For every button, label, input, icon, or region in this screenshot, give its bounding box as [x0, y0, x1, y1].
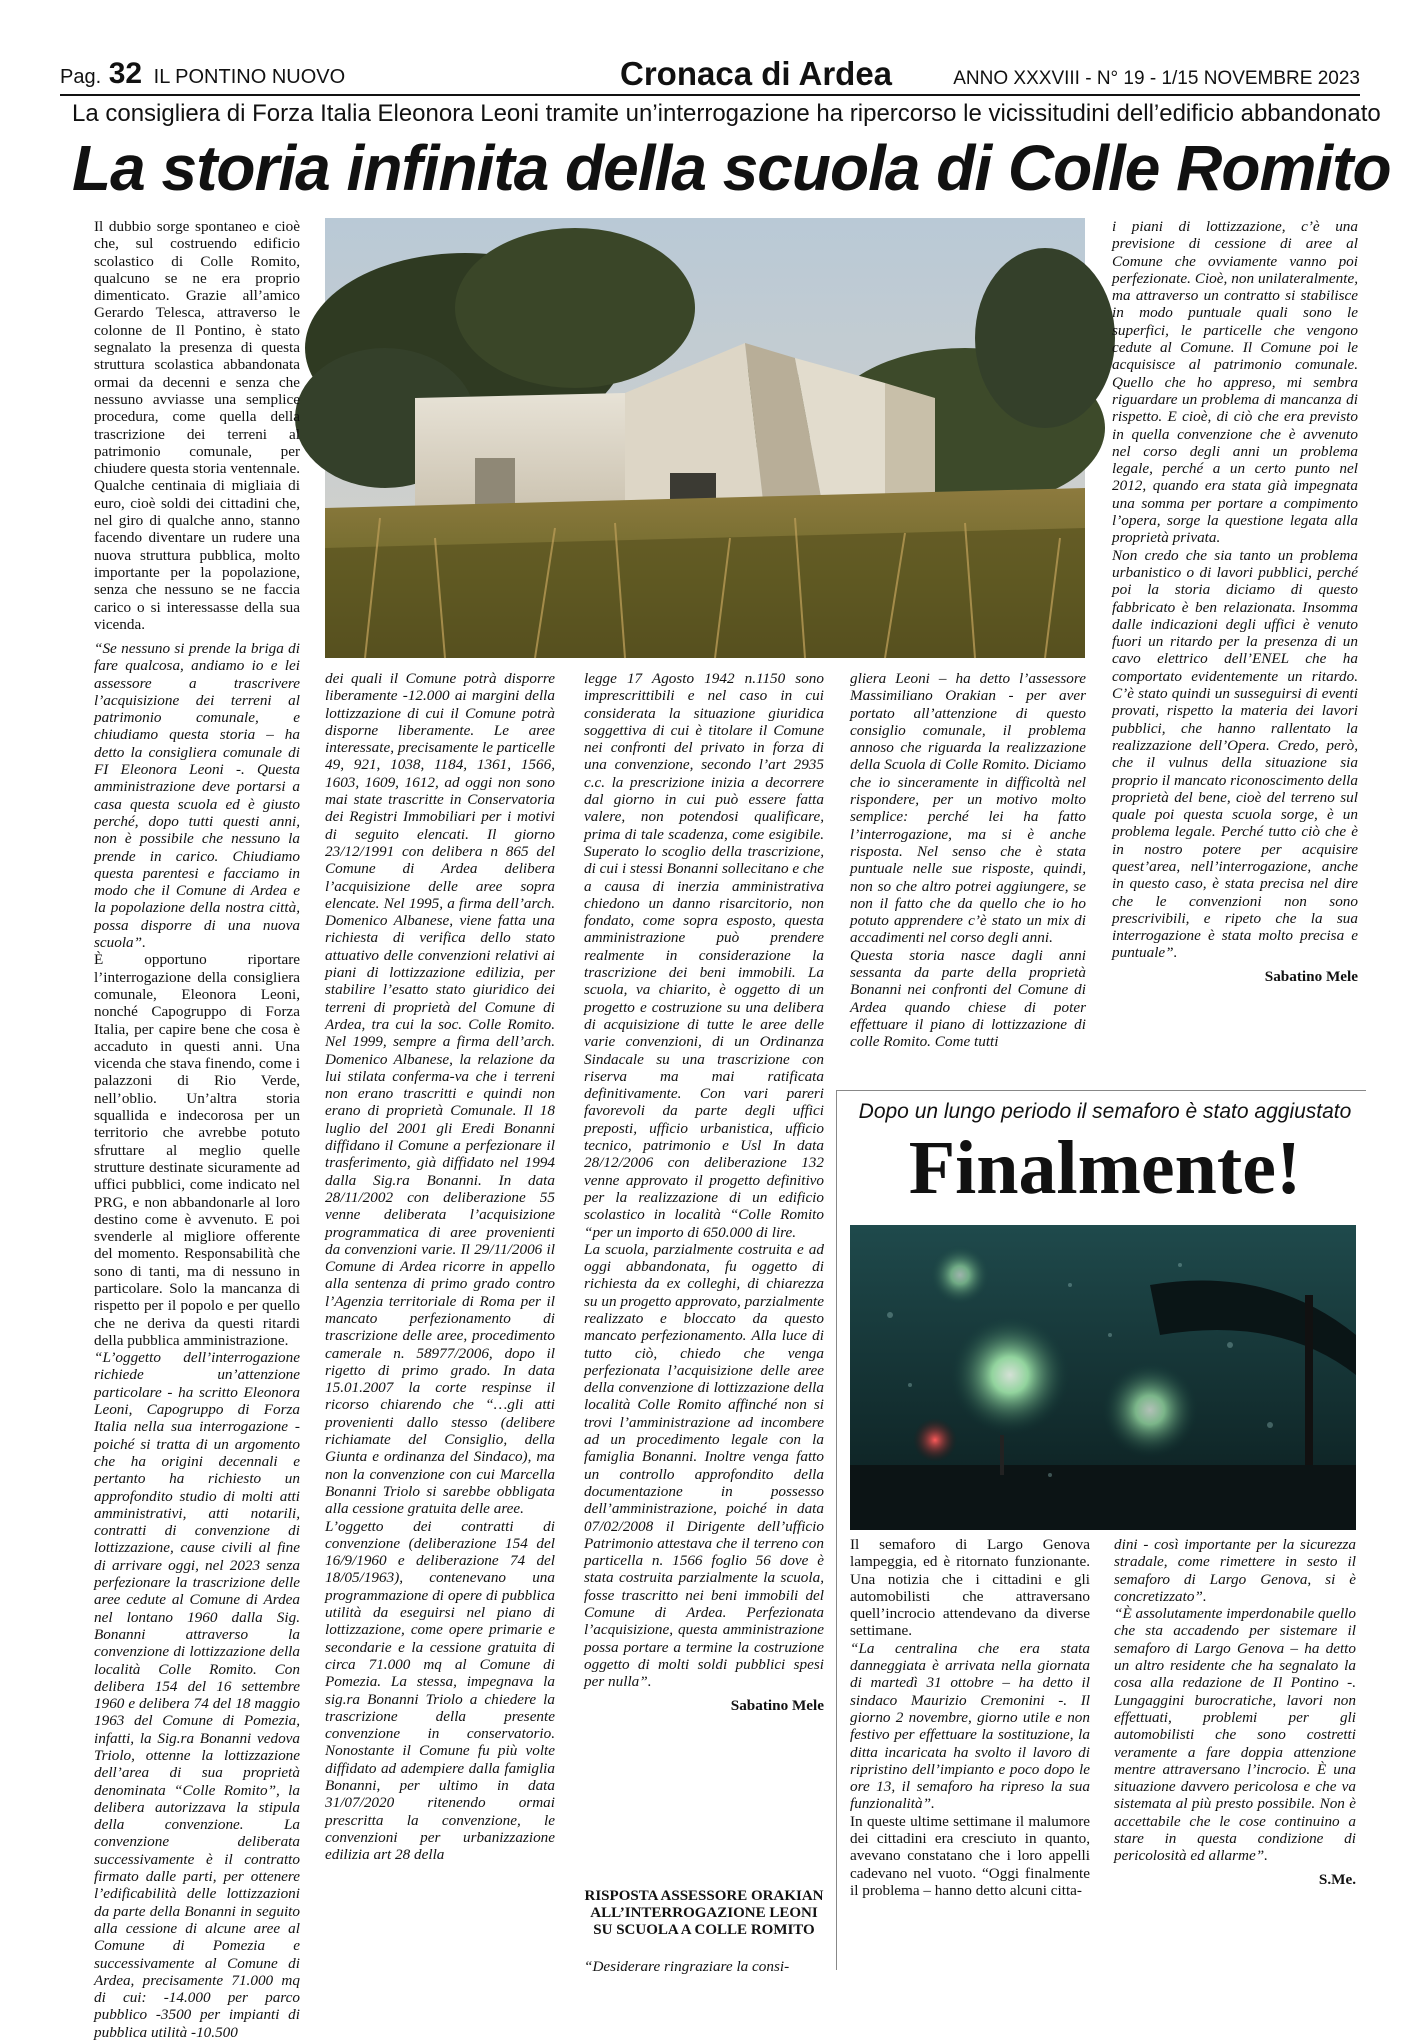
column-divider	[836, 1090, 837, 1970]
byline: Sabatino Mele	[1264, 967, 1358, 985]
paragraph: Il dubbio sorge spontaneo e cioè che, sul costruendo edificio scolastico di Colle Romito, qualcuno se ne era proprio dimenticato. Grazie all’amico Gerardo Telesca, attraverso le colonne de Il Pontino, è stato segnalato la presenza di questa struttura scolastica abbandonata ormai da decenni e senza che nessuno avviasse una semplice procedura, come quella della trascrizione dei terreni al patrimonio comunale, per chiudere questa storia ventennale. Qualche centinaia di migliaia di euro, cioè soldi dei cittadini che, nel giro di qualche anno, stanno facendo diventare un rudere una nuova struttura pubblica, molto importante per la popolazione, senza che nessuno se ne faccia carico o si interessasse della sua vicenda.	[94, 218, 300, 633]
paragraph: È opportuno riportare l’interrogazione della consigliera comunale, Eleonora Leoni, nonché Capogruppo di Forza Italia, per capire bene che cosa è accaduto in questi anni. Una vicenda che stava finendo, come i palazzoni di Rio Verde, nell’oblio. Un’altra storia squallida e indecorosa per un territorio che avrebbe potuto sfruttare al meglio quelle strutture destinate sicuramente ad uffici pubblici, come indicato nel PRG, e non abbandonarle al loro destino come è avvenuto. E poi svenderle al migliore offerente del momento. Responsabilità che sono di tanti, ma di nessuno in particolare. Solo la mancanza di rispetto per il popolo e per quello che ne deriva da questi ritardi della pubblica amministrazione.	[94, 951, 300, 1349]
article-column-5	[1112, 218, 1358, 1086]
paragraph: dini - così importante per la sicurezza stradale, come rimettere in sesto il semaforo di Largo Genova, si è concretizzato”.	[1114, 1536, 1356, 1605]
paragraph: L’oggetto dei contratti di convenzione (deliberazione 154 del 16/9/1960 e deliberazione 74 del 18/05/1963), contenevano una programmazione di opere di pubblica utilità da eseguirsi nel piano di lottizzazione, come opere primarie e secondarie e la cessione gratuita di circa 71.000 mq al Comune di Pomezia. La stessa, impegnava la sig.ra Bonanni Triolo a chiedere la trascrizione della presente convenzione in conservatorio. Nonostante il Comune fu più volte diffidato ad adempiere dalla famiglia Bonanni, per ultimo in data 31/07/2020 ritenendo ormai prescritta la convenzione, le convenzioni per urbanizzazione edilizia art 28 della	[325, 1517, 555, 1864]
article-column-2	[325, 670, 555, 1970]
article-column-1-top	[94, 218, 300, 638]
header-left	[60, 57, 345, 91]
byline: S.Me.	[1318, 1870, 1356, 1888]
semaforo-column-1	[850, 1536, 1090, 1976]
paragraph: “Desiderare ringraziare la consi-	[584, 1958, 790, 1975]
paragraph: dei quali il Comune potrà disporre liberamente -12.000 ai margini della lottizzazione di cui il Comune potrà disporne liberamente. Le aree interessate, precisamente le particelle 49, 921, 1038, 1184, 1361, 1566, 1603, 1609, 1612, ad oggi non sono mai state trascritte in Conservatoria dei Registri Immobiliari per i motivi di seguito elencati. Il giorno 23/12/1991 con delibera n 865 del Comune di Ardea delibera l’acquisizione delle aree sopra elencate. Nel 1995, a firma dell’arch. Domenico Albanese, viene fatta una richiesta di verifica dello stato attuativo delle convenzioni relativi ai piani di lottizzazione edilizia, per stabilire l’esatto stato giuridico dei terreni di proprietà del Comune di Ardea, tra cui la soc. Colle Romito. Nel 1999, sempre a firma dell’arch. Domenico Albanese, la relazione da lui stilata conferma-va che i terreni non erano trascritti e quindi non erano di proprietà Comunale. Il 18 luglio del 2001 gli Eredi Bonanni diffidano il Comune a perfezionare il trasferimento, già diffidato nel 1994 dalla Sig.ra Bonanni. In data 28/11/2002 con deliberazione 55 venne deliberata l’acquisizione programmatica di aree provenienti da convenzioni varie. Il 29/11/2006 il Comune di Ardea ricorre in appello alla sentenza di primo grado contro l’Agenzia territoriale di Roma per il mancato perfezionamento di trascrizione delle aree, procedimento camerale n. 58977/2006, dopo il rigetto di primo grado. In data 15.01.2007 la corte respinse il ricorso chiarendo che “…gli atti provenienti dallo stesso (delibere richiamate del Consiglio, della Giunta e ordinanza del Sindaco), ma non la convenzione con cui Marcella Bonanni Triolo si sarebbe obbligata alla cessione gratuita delle aree.	[325, 670, 555, 1518]
semaforo-title: Finalmente!	[908, 1126, 1302, 1210]
article-column-1	[94, 640, 300, 2041]
issue-info: ANNO XXXVIII - N° 19 - 1/15 NOVEMBRE 2023	[953, 68, 1360, 89]
article-column-4	[850, 670, 1086, 1085]
page-number: 32	[108, 57, 143, 90]
traffic-light-photo	[850, 1225, 1356, 1530]
byline: Sabatino Mele	[730, 1696, 824, 1714]
paragraph: “Se nessuno si prende la briga di fare qualcosa, andiamo io e lei assessore a trascrivere l’acquisizione dei terreni al patrimonio comunale, e chiudiamo questa storia – ha detto la consigliera comunale di FI Eleonora Leoni -. Questa amministrazione deve portarsi a casa questa scuola ed è giusto perché, dopo tutti questi anni, non è possibile che nessuno la prende in carico. Chiudiamo questa parentesi e facciamo in modo che il Comune di Ardea e la popolazione della nostra città, possa disporre di una nuova scuola”.	[94, 640, 300, 952]
response-subheading: RISPOSTA ASSESSORE ORAKIAN ALL’INTERROGAZIONE LEONI SU SCUOLA A COLLE ROMITO	[584, 1888, 824, 1938]
paragraph: In queste ultime settimane il malumore dei cittadini era cresciuto in quanto, avevano constatano che i loro appelli cadevano nel vuoto. “Oggi finalmente il problema – hanno detto alcuni citta-	[850, 1812, 1090, 1899]
section-title: Cronaca di Ardea	[620, 55, 893, 92]
paragraph: gliera Leoni – ha detto l’assessore Massimiliano Orakian - per aver portato all’attenzione di questo consiglio comunale, il problema annoso che riguarda la realizzazione della Scuola di Colle Romito. Diciamo che io sinceramente in difficoltà nel rispondere, per un motivo molto semplice: perché lei ha fatto l’interrogazione, ma si è anche risposta. Nel senso che è stata puntuale nelle sue risposte, quindi, non so che altro potrei aggiungere, se non il fatto che da quello che io ho potuto apprendere c’è stato un mix di accadimenti nel corso degli anni.	[850, 670, 1086, 947]
paragraph: “È assolutamente imperdonabile quello che sta accadendo per sistemare il semaforo di Largo Genova – ha detto un altro residente che ha segnalato la cosa alla redazione de Il Pontino -. Lungaggini burocratiche, lavori non effettuati, problemi per gli automobilisti che sono costretti veramente a fare doppia attenzione mentre attraversano l’incrocio. È una situazione davvero pericolosa e che va sistemata al più presto possibile. Non è accettabile che le cose continuino a stare in questa condizione di pericolosità ed allarme”.	[1114, 1605, 1356, 1865]
response-lead	[584, 1958, 824, 1978]
article-column-3	[584, 670, 824, 1880]
semaforo-column-2	[1114, 1536, 1356, 1976]
paragraph: La scuola, parzialmente costruita e ad oggi abbandonata, fu oggetto di richiesta da ex colleghi, di chiarezza su un progetto approvato, parzialmente realizzato e bloccato da questo mancato perfezionamento. Alla luce di tutto ciò, chiedo che venga perfezionata l’acquisizione delle aree della convenzione di lottizzazione della località Colle Romito affinché non si trovi l’amministrazione ad incombere ad un procedimento legale con la famiglia Bonanni. Inoltre venga fatto un controllo approfondito della documentazione in possesso dell’amministrazione, poiché in data 07/02/2008 il Dirigente dell’ufficio Patrimonio attestava che il terreno con particella n. 1566 foglio 56 dove è stata costruita parzialmente la scuola, fosse trascritto nei beni immobili del Comune di Ardea. Perfezionata l’acquisizione, questa amministrazione possa portare a termine la costruzione oggetto di molti soldi pubblici spesi per nulla”.	[584, 1240, 824, 1691]
school-photo	[325, 218, 1085, 658]
paragraph: Non credo che sia tanto un problema urbanistico o di lavori pubblici, perché poi la storia diciamo di questo fabbricato è ben relazionata. Insomma dalle indicazioni degli uffici è venuto fuori un ritardo per la presenza di un cavo elettrico dell’ENEL che ha comportato evidentemente un ritardo. C’è stato quindi un susseguirsi di eventi provati, rispetto la materia dei lavori pubblici, che hanno rallentato la realizzazione dell’Opera. Credo, però, che il vulnus della situazione sia proprio il mancato riconoscimento della proprietà del bene, cioè del terreno sul quale poi questa scuola sorge, è un problema legale. Perché tutto ciò che è in nostro potere per acquisire quest’area, nell’interrogazione, anche in questo caso, è stata precisa nel dire che le convenzioni non sono prescrivibili, e ripeto che la sua interrogazione è stata molto precisa e puntuale”.	[1112, 546, 1358, 962]
page-label: Pag.	[60, 66, 102, 88]
page-header	[60, 55, 1360, 96]
paragraph: Questa storia nasce dagli anni sessanta da parte della proprietà Bonanni nei confronti del Comune di Ardea quando chiese di poter effettuare il piano di lottizzazione di colle Romito. Come tutti	[850, 946, 1086, 1051]
article-kicker: La consigliera di Forza Italia Eleonora Leoni tramite un’interrogazione ha ripercorso le vicissitudini dell’edificio abbandonato	[72, 100, 1381, 127]
paragraph: “L’oggetto dell’interrogazione richiede un’attenzione particolare - ha scritto Eleonora Leoni, Capogruppo di Forza Italia nella sua interrogazione - poiché si tratta di un argomento che ha origini decennali e pertanto ha richiesto un approfondito studio di molti atti amministrativi, atti notarili, contratti di convenzione di lottizzazione, cause civili al fine di arrivare oggi, nel 2023 senza perfezionare la trascrizione delle aree cedute al Comune di Ardea nel lontano 1960 dalla Sig. Bonanni attraverso la convenzione di lottizzazione della località Colle Romito. Con delibera 154 del 16 settembre 1960 e delibera 74 del 18 maggio 1963 del Comune di Pomezia, infatti, la Sig.ra Bonanni vedova Triolo, ottenne la lottizzazione dell’area di sua proprietà denominata “Colle Romito”, la delibera autorizzava la stipula della convenzione. La convenzione deliberata successivamente è il contratto firmato dalle parti, per ottenere l’edificabilità delle lottizzazioni da parte della Bonanni in seguito alla cessione di alcune aree al Comune di Pomezia e successivamente al Comune di Ardea, precisamente 71.000 mq di cui: -14.000 per parco pubblico -3500 per impianti di pubblica utilità -10.500	[94, 1349, 300, 2041]
article-headline: La storia infinita della scuola di Colle Romito	[72, 132, 1391, 204]
paragraph: legge 17 Agosto 1942 n.1150 sono imprescrittibili e nel caso in cui considerata la situazione giuridica soggettiva di cui è titolare il Comune nei confronti del privato in forza di una convenzione, secondo l’art 2935 c.c. la prescrizione inizia a decorrere dal giorno in cui può essere fatta valere, non potendosi qualificare, prima di tale scadenza, come esigibile. Superato lo scoglio della trascrizione, di cui i stessi Bonanni sollecitano e che a causa di inerzia amministrativa chiedono un danno risarcitorio, non fondato, come sopra esposto, questa amministrazione può prendere realmente in considerazione la trascrizione dei beni immobili. La scuola, va chiarito, è oggetto di un progetto e costruzione su una delibera di acquisizione di tutte le aree delle varie convenzioni, di un Ordinanza Sindacale su una trascrizione con riserva ma mai ratificata definitivamente. Con vari pareri favorevoli da parte degli uffici preposti, ufficio urbanistica, ufficio tecnico, patrimonio e Usl In data 28/12/2006 con deliberazione 132 venne approvato il progetto definitivo per la realizzazione di un edificio scolastico in località “Colle Romito “per un importo di 650.000 di lire.	[584, 670, 825, 1241]
semaforo-kicker: Dopo un lungo periodo il semaforo è stato aggiustato	[858, 1100, 1352, 1123]
newspaper-name: IL PONTINO NUOVO	[153, 66, 346, 88]
paragraph: “La centralina che era stata danneggiata è arrivata nella giornata di martedì 31 ottobre – ha detto il sindaco Maurizio Cremonini -. Il giorno 2 novembre, giorno utile e non festivo per effettuare la sostituzione, la ditta incaricata ha svolto il lavoro di ripristino dell’impianto e poco dopo le ore 13, il semaforo ha ripreso la sua funzionalità”.	[850, 1639, 1090, 1813]
paragraph: i piani di lottizzazione, c’è una previsione di cessione di aree al Comune che ovviamente vanno poi perfezionate. Cioè, non unilateralmente, ma attraverso un contratto si stabilisce in modo puntuale quali sono le superfici, le particelle che vengono cedute al Comune. Il Comune poi le acquisisce al patrimonio comunale. Quello che ho appreso, mi sembra riguardare un problema di mancanza di rispetto. E cioè, di ciò che era previsto in quella convenzione che è avvenuto nel corso degli anni un problema legale, perché a un certo punto nel 2012, quando era stata già impegnata una somma per portare a compimento l’opera, sorge la questione legata alla proprietà privata.	[1112, 218, 1358, 547]
paragraph: Il semaforo di Largo Genova lampeggia, ed è ritornato funzionante. Una notizia che i cittadini e gli automobilisti che attraversano quell’incrocio attendevano da diverse settimane.	[850, 1536, 1090, 1640]
box-divider	[836, 1090, 1366, 1091]
